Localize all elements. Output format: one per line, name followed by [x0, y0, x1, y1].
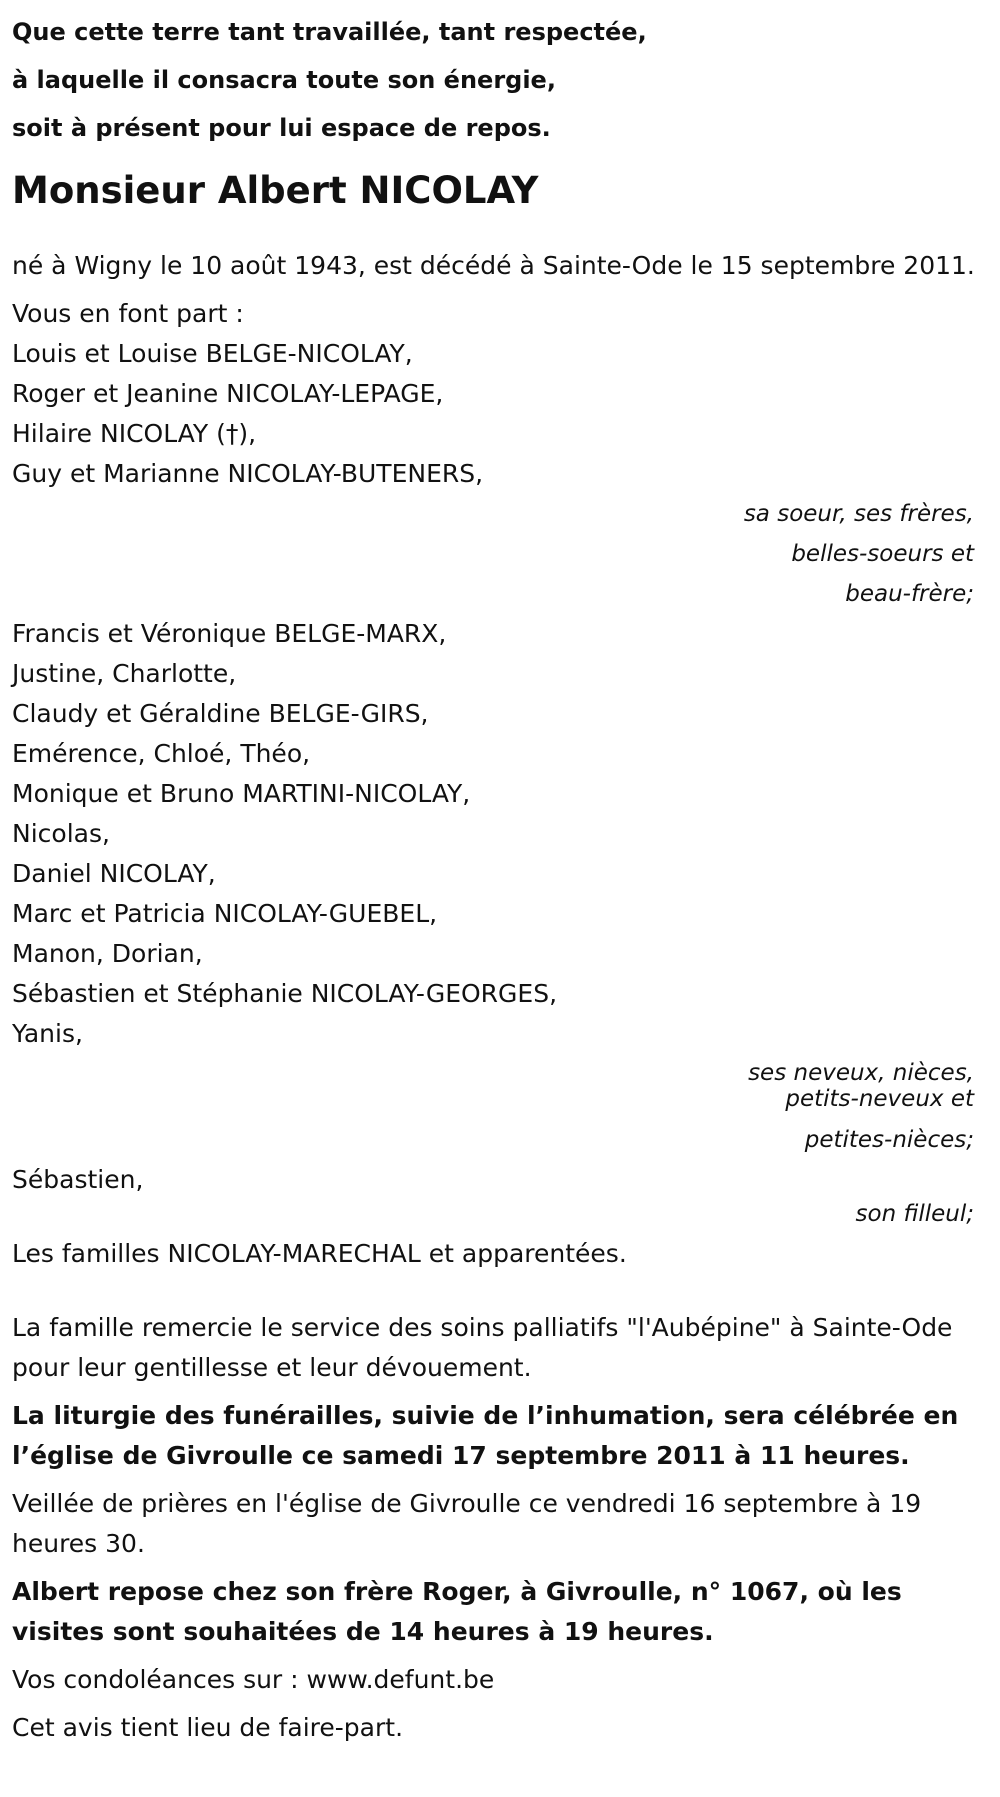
- relationship-note: [12, 494, 988, 614]
- family-member: Sébastien et Stéphanie NICOLAY-GEORGES,: [12, 979, 558, 1008]
- family-group-nephews: [12, 614, 988, 1160]
- epigraph-line: Que cette terre tant travaillée, tant respectée,: [12, 18, 647, 46]
- family-group-siblings: [12, 334, 988, 614]
- thanks-paragraph: La famille remercie le service des soins palliatifs "l'Aubépine" à Sainte-Ode pour leur gentillesse et leur dévouement.: [12, 1313, 953, 1382]
- relationship-note-line: sa soeur, ses frères,: [743, 501, 974, 527]
- family-member: Daniel NICOLAY,: [12, 859, 216, 888]
- relationship-note-line: belles-soeurs et: [791, 541, 974, 567]
- family-member: Manon, Dorian,: [12, 939, 203, 968]
- relationship-note-line: petits-neveux et: [785, 1086, 974, 1112]
- relationship-note-line: petites-nièces;: [804, 1127, 974, 1153]
- family-member: Emérence, Chloé, Théo,: [12, 739, 311, 768]
- family-member: Hilaire NICOLAY (†),: [12, 419, 257, 448]
- relationship-note: [12, 1194, 988, 1234]
- relationship-note-line: son filleul;: [855, 1201, 974, 1227]
- funeral-info: La liturgie des funérailles, suivie de l’inhumation, sera célébrée en l’église de Givroulle ce samedi 17 septembre 2011 à 11 heures.: [12, 1401, 959, 1470]
- epigraph: [12, 8, 988, 152]
- epigraph-line: à laquelle il consacra toute son énergie,: [12, 66, 556, 94]
- family-group-godson: [12, 1160, 988, 1234]
- vigil-info: Veillée de prières en l'église de Givroulle ce vendredi 16 septembre à 19 heures 30.: [12, 1489, 922, 1558]
- extended-families: Les familles NICOLAY-MARECHAL et apparentées.: [12, 1239, 627, 1268]
- notice-statement: Cet avis tient lieu de faire-part.: [12, 1713, 404, 1742]
- family-member: Marc et Patricia NICOLAY-GUEBEL,: [12, 899, 438, 928]
- relationship-note-line: ses neveux, nièces,: [748, 1060, 974, 1086]
- condolences-info: Vos condoléances sur : www.defunt.be: [12, 1665, 495, 1694]
- birth-death-info: né à Wigny le 10 août 1943, est décédé à Sainte-Ode le 15 septembre 2011.: [12, 251, 975, 280]
- relationship-note: [12, 1060, 988, 1160]
- deceased-name: Monsieur Albert NICOLAY: [12, 169, 539, 212]
- family-member: Roger et Jeanine NICOLAY-LEPAGE,: [12, 379, 444, 408]
- relationship-note-line: beau-frère;: [845, 581, 974, 607]
- family-member: Guy et Marianne NICOLAY-BUTENERS,: [12, 459, 484, 488]
- family-member: Monique et Bruno MARTINI-NICOLAY,: [12, 779, 471, 808]
- visits-info: Albert repose chez son frère Roger, à Givroulle, n° 1067, où les visites sont souhaitées de 14 heures à 19 heures.: [12, 1577, 902, 1646]
- announcement-intro: Vous en font part :: [12, 299, 244, 328]
- family-member: Francis et Véronique BELGE-MARX,: [12, 619, 447, 648]
- family-member: Sébastien,: [12, 1165, 144, 1194]
- family-member: Louis et Louise BELGE-NICOLAY,: [12, 339, 413, 368]
- family-member: Claudy et Géraldine BELGE-GIRS,: [12, 699, 429, 728]
- family-member: Justine, Charlotte,: [12, 659, 237, 688]
- family-member: Nicolas,: [12, 819, 110, 848]
- epigraph-line: soit à présent pour lui espace de repos.: [12, 114, 551, 142]
- family-member: Yanis,: [12, 1019, 83, 1048]
